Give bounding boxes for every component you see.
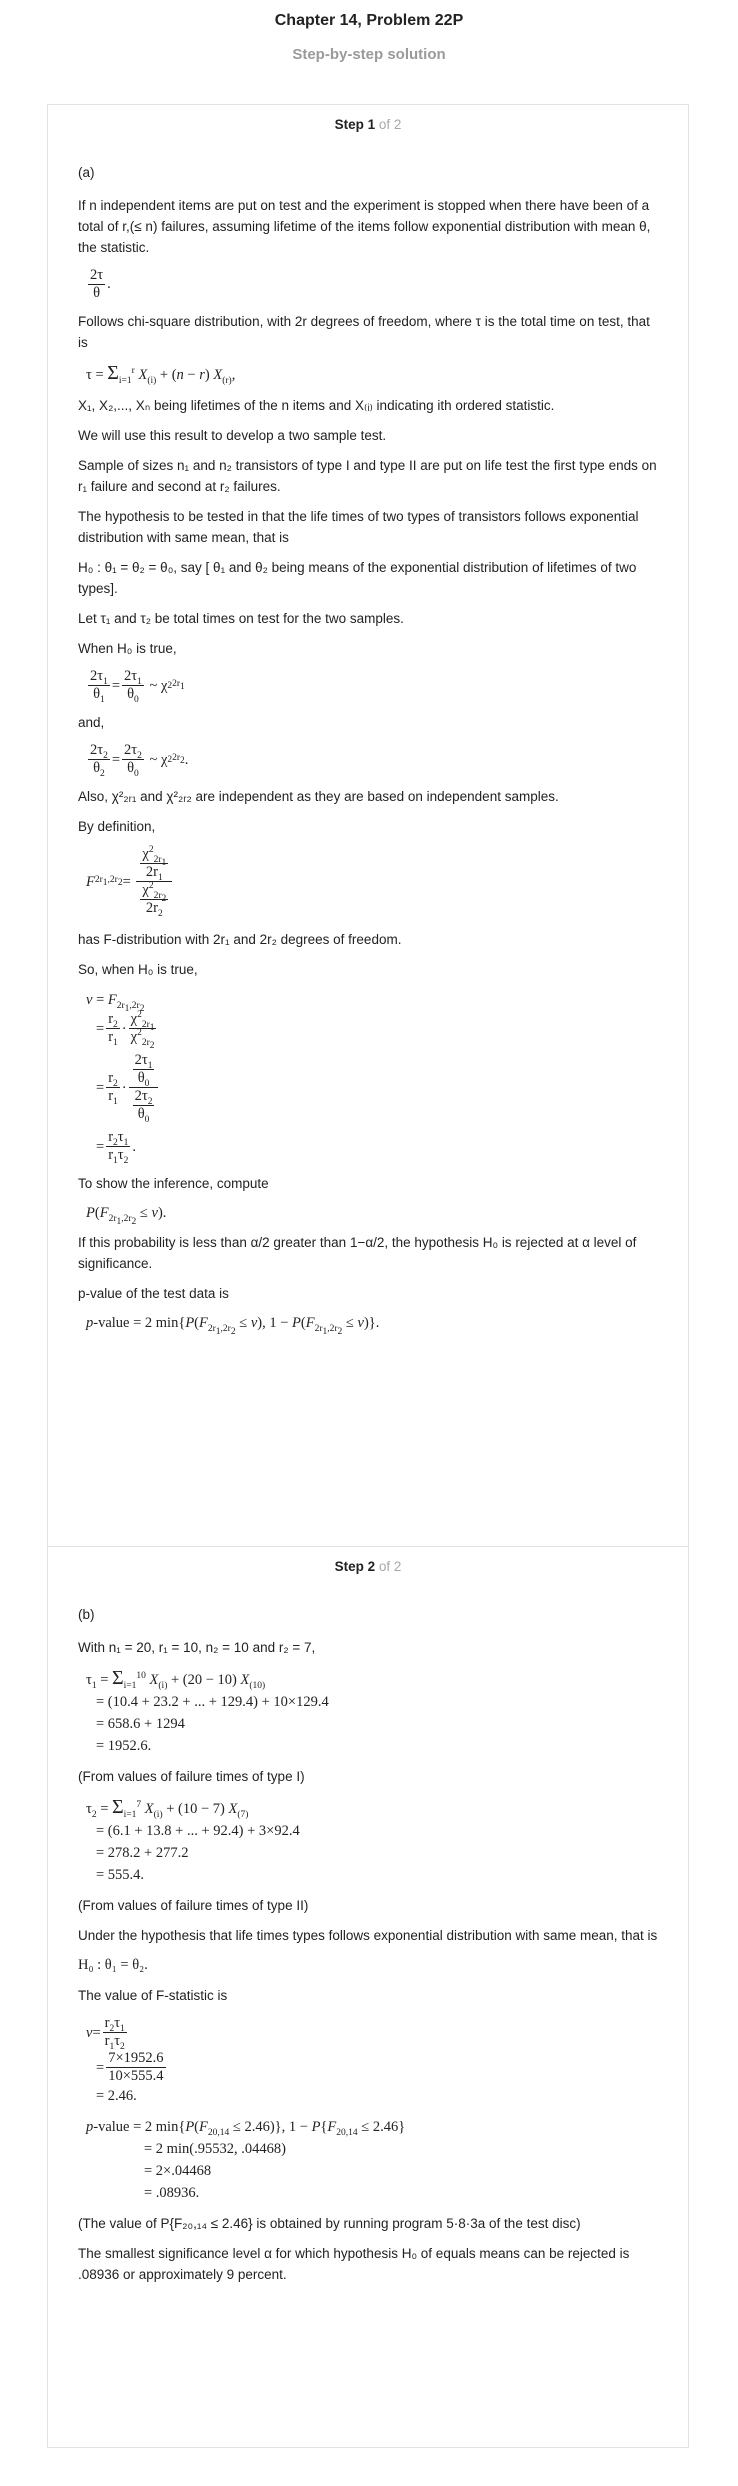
step1-text-17: p-value of the test data is — [78, 1286, 229, 1301]
step1-text-7: H₀ : θ₁ = θ₂ = θ₀, say [ θ₁ and θ₂ being means of the exponential distribution of lifetimes of two types]. — [78, 560, 637, 596]
step-1-card — [47, 104, 689, 1547]
step-1-label: Step 1 — [334, 117, 376, 132]
step2-text-6: The value of F-statistic is — [78, 1988, 228, 2003]
tau1-line-2: = 658.6 + 1294 — [96, 1716, 185, 1732]
equation-probability: $P(F_{2r_1,2r_2} \le v)$. — [86, 1205, 167, 1227]
step-1-of: of 2 — [375, 117, 402, 132]
equation-tau-definition: $\tau = \Sigma_{i=1}^r$ $X_{(i)} + (n - r)$ $X_{(r)}$, — [86, 362, 236, 386]
v-result: = 2.46. — [96, 2088, 137, 2104]
pv-line-3: = .08936. — [144, 2185, 200, 2201]
step1-text-2: Follows chi-square distribution, with 2r degrees of freedom, where τ is the total time on test, that is — [78, 314, 650, 350]
page-title: Chapter 14, Problem 22P — [274, 12, 464, 29]
step-2-card — [47, 1546, 689, 2448]
step1-text-1: If n independent items are put on test and the experiment is stopped when there have been of a total of r,(≤ n) failures, assuming lifetime of the items follow exponential distribution with mean θ, the statistic. — [78, 198, 651, 255]
step2-text-1: With n₁ = 20, r₁ = 10, n₂ = 10 and r₂ = 7, — [78, 1640, 316, 1655]
step-2-heading — [48, 1559, 688, 1574]
equation-p-value-numeric: p-value = 2 $\min\{P(F_{20,14} \le 2.46)\}$, $1 - P\{F_{20,14} \le 2.46\}$ = 2 min(.95532, .04468) = 2×.04468 = .08936. — [86, 2116, 658, 2204]
step-2-label: Step 2 — [334, 1559, 376, 1574]
step1-text-6: The hypothesis to be tested in that the life times of two types of transistors follows exponential distribution with same mean, that is — [78, 509, 639, 545]
step-2-of: of 2 — [375, 1559, 402, 1574]
tau2-line-1: = (6.1 + 13.8 + ... + 92.4) + 3×92.4 — [96, 1823, 300, 1839]
equation-f-definition: F $2r_1,2r_2$ = $\frac{\frac{\chi^2_{2r_1}}{2r_1}}{\frac{\chi^2_{2r_2}}{2r_2}}$ — [86, 846, 658, 917]
step-1-heading — [48, 117, 688, 132]
step-1-content — [48, 162, 688, 1337]
equation-v-derivation: $v = F_{2r_1,2r_2}$ = $\frac{r_2}{r_1}$ · $\frac{\chi^2_{2r_1}}{\chi^2_{2r_2}}$ = $\frac{r_2}{r_1}$ · $\frac{\frac{2\tau_1}{\theta_0}}{\frac{2\tau_2}{\theta_0}}$ = $\frac{r_2\tau_1}{r_1\tau_2}$ . — [86, 989, 658, 1164]
step2-text-7: (The value of P{F₂₀,₁₄ ≤ 2.46} is obtained by running program 5·8·3a of the test disc) — [78, 2216, 581, 2231]
step1-text-12: By definition, — [78, 819, 156, 834]
equation-tau1: $\tau_1 = \Sigma_{i=1}^{10}$ $X_{(i)} + (20 - 10)$ $X_{(10)}$ = (10.4 + 23.2 + ... + 129.4) + 10×129.4 = 658.6 + 1294 = 1952.6. — [86, 1667, 658, 1757]
step2-text-5: H₀ : θ₁ = θ₂. — [78, 1957, 148, 1973]
step2-text-2: (From values of failure times of type I) — [78, 1769, 305, 1784]
equation-v-value: v = $\frac{r_2\tau_1}{r_1\tau_2}$ = $\frac{7\times 1952.6}{10\times 555.4}$ = 2.46. — [86, 2015, 658, 2107]
pv-line-2: = 2×.04468 — [144, 2163, 212, 2179]
step1-text-13: has F-distribution with 2r₁ and 2r₂ degrees of freedom. — [78, 932, 402, 947]
step1-text-14: So, when H₀ is true, — [78, 962, 198, 977]
step2-text-8: The smallest significance level α for which hypothesis H₀ of equals means can be rejected is .08936 or approximately 9 percent. — [78, 2246, 630, 2282]
step2-text-3: (From values of failure times of type II) — [78, 1898, 309, 1913]
part-a-label: (a) — [78, 165, 95, 180]
tau1-line-3: = 1952.6. — [96, 1738, 152, 1754]
equation-2tau-over-theta: $\frac{2\tau}{\theta}$ . — [90, 267, 111, 301]
step1-text-15: To show the inference, compute — [78, 1176, 269, 1191]
step1-text-9: When H₀ is true, — [78, 641, 177, 656]
part-b-label: (b) — [78, 1607, 95, 1622]
step1-text-4: We will use this result to develop a two sample test. — [78, 428, 387, 443]
v-numerator: 7×1952.6 — [108, 2050, 164, 2066]
step1-text-11: Also, χ²₂ᵣ₁ and χ²₂ᵣ₂ are independent as they are based on independent samples. — [78, 789, 559, 804]
step1-text-8: Let τ₁ and τ₂ be total times on test for the two samples. — [78, 611, 404, 626]
step-2-content — [48, 1604, 688, 2285]
step1-text-5: Sample of sizes n₁ and n₂ transistors of type I and type II are put on life test the first type ends on r₁ failure and second at r₂ failures. — [78, 458, 657, 494]
step1-text-3: X₁, X₂,..., Xₙ being lifetimes of the n items and X₍ᵢ₎ indicating ith ordered statistic. — [78, 398, 555, 413]
pv-line-1: = 2 min(.95532, .04468) — [144, 2141, 286, 2157]
equation-chi-square-1: $\frac{2\tau_1}{\theta_1}$ = $\frac{2\tau_1}{\theta_0}$ ~ χ 2 $2r_1$ — [90, 668, 185, 705]
step1-text-16: If this probability is less than α/2 greater than 1−α/2, the hypothesis H₀ is rejected at α level of significance. — [78, 1235, 637, 1271]
tau1-line-1: = (10.4 + 23.2 + ... + 129.4) + 10×129.4 — [96, 1694, 329, 1710]
page-subtitle: Step-by-step solution — [292, 46, 446, 63]
v-denominator: 10×555.4 — [108, 2068, 164, 2084]
tau2-line-2: = 278.2 + 277.2 — [96, 1845, 189, 1861]
step2-text-4: Under the hypothesis that life times types follows exponential distribution with same mean, that is — [78, 1928, 658, 1943]
tau2-line-3: = 555.4. — [96, 1867, 145, 1883]
step1-text-10: and, — [78, 715, 105, 730]
equation-p-value-general: p-value = 2 $\min\{P(F_{2r_1,2r_2} \le v)$, $1 - P(F_{2r_1,2r_2} \le v)$}. — [86, 1315, 380, 1337]
equation-chi-square-2: $\frac{2\tau_2}{\theta_2}$ = $\frac{2\tau_2}{\theta_0}$ ~ χ 2 $2r_2$ . — [90, 742, 189, 779]
equation-tau2: $\tau_2 = \Sigma_{i=1}^7$ $X_{(i)} + (10 - 7)$ $X_{(7)}$ = (6.1 + 13.8 + ... + 92.4) + 3×92.4 = 278.2 + 277.2 = 555.4. — [86, 1796, 658, 1886]
